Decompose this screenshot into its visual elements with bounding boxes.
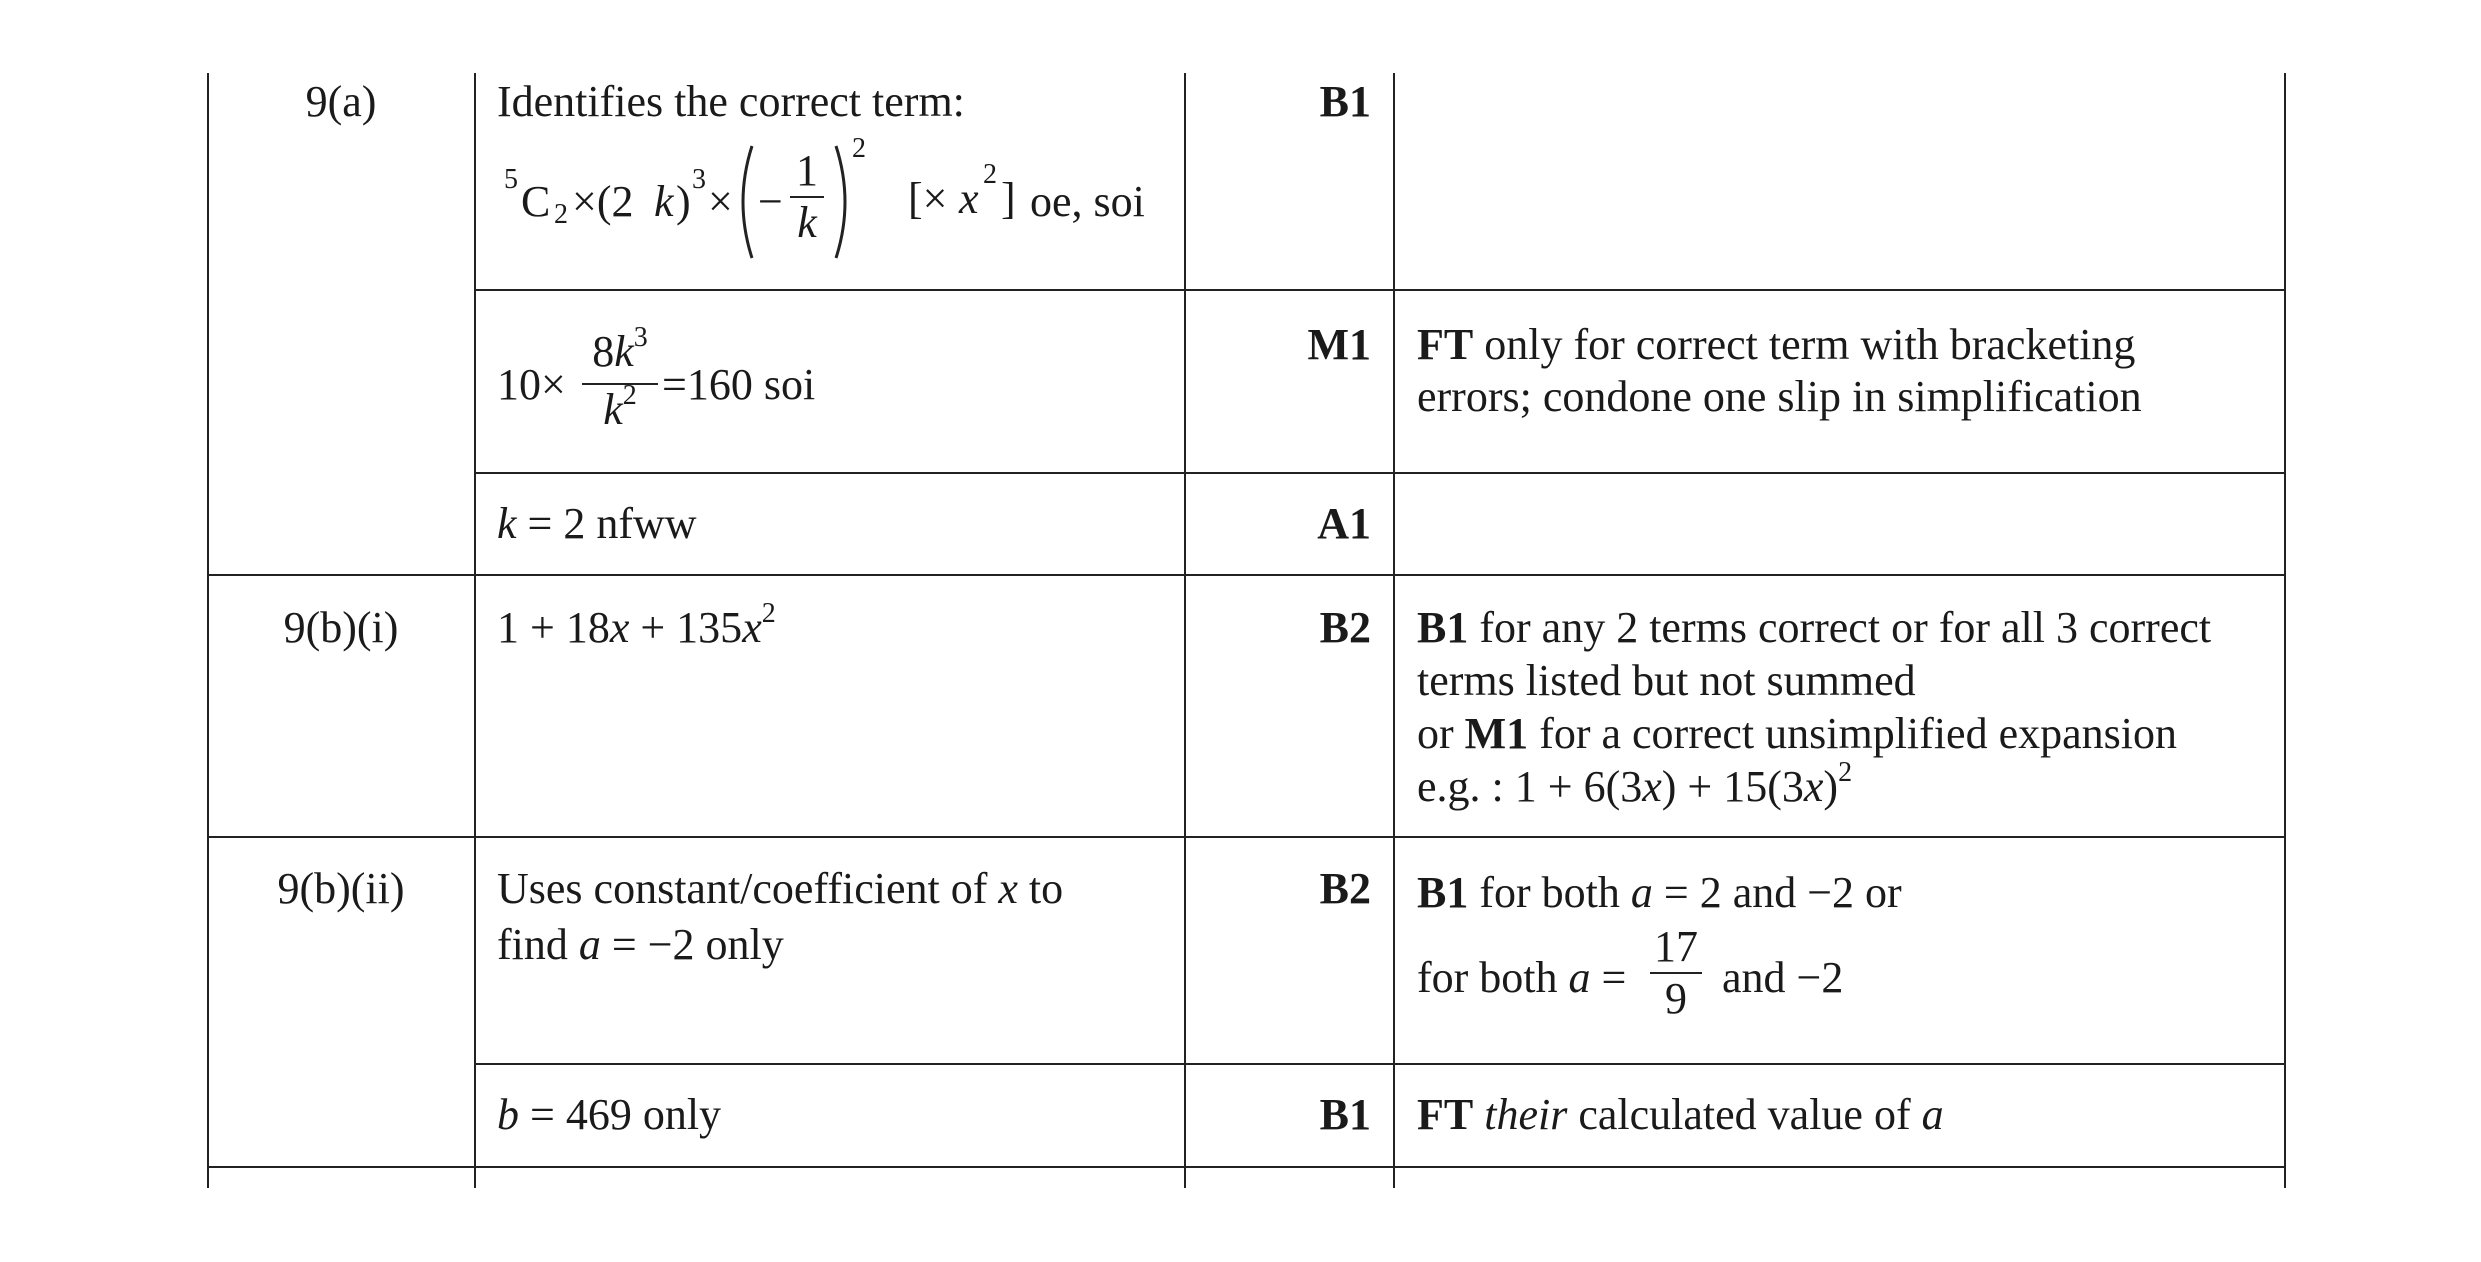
formula-variable: x bbox=[959, 174, 979, 223]
question-number: 9(b)(i) bbox=[283, 603, 399, 652]
formula-text: ) bbox=[676, 177, 691, 226]
mark-value: B1 bbox=[1319, 77, 1371, 126]
formula-text: 10× bbox=[497, 360, 566, 409]
column-divider-question bbox=[474, 73, 476, 1188]
fraction-numerator: 17 bbox=[1654, 922, 1698, 971]
formula-text: [× bbox=[908, 174, 948, 223]
formula-text: =160 soi bbox=[662, 360, 816, 409]
guidance-text: or M1 for a correct unsimplified expansion bbox=[1417, 709, 2177, 758]
row-divider bbox=[207, 1166, 2286, 1168]
formula-text: C bbox=[521, 177, 551, 226]
row-divider bbox=[474, 289, 2286, 291]
mark-value: M1 bbox=[1307, 320, 1371, 369]
guidance-text: for both a = bbox=[1417, 953, 1627, 1002]
formula-fraction bbox=[580, 322, 660, 441]
answer-text: b = 469 only bbox=[497, 1090, 722, 1139]
row-divider bbox=[474, 1063, 2286, 1065]
formula-text: × bbox=[708, 177, 733, 226]
answer-text: $1 + 18x + 135x^2$ bbox=[497, 598, 776, 652]
answer-text: Identifies the correct term: bbox=[497, 77, 965, 126]
fraction-numerator: 1 bbox=[796, 146, 818, 195]
guidance-text: FT only for correct term with bracketing bbox=[1417, 320, 2136, 369]
mark-value: B1 bbox=[1319, 1090, 1371, 1139]
guidance-text: e.g. : $1 + 6(3x) + 15(3x)^2$ bbox=[1417, 757, 1853, 811]
question-number: 9(a) bbox=[305, 77, 377, 126]
formula-fraction bbox=[787, 146, 827, 248]
fraction-denominator: 9 bbox=[1665, 974, 1687, 1023]
formula-superscript: 3 bbox=[692, 164, 706, 195]
row-divider bbox=[207, 836, 2286, 838]
guidance-text: and −2 bbox=[1722, 953, 1844, 1002]
table-border-right bbox=[2284, 73, 2286, 1188]
formula-parenthesis bbox=[732, 142, 756, 262]
guidance-text: errors; condone one slip in simplification bbox=[1417, 372, 2142, 421]
guidance-text: B1 for any 2 terms correct or for all 3 correct bbox=[1417, 603, 2212, 652]
mark-value: A1 bbox=[1317, 499, 1371, 548]
mark-value: B2 bbox=[1319, 603, 1371, 652]
formula-superscript: 2 bbox=[983, 159, 997, 190]
row-divider bbox=[474, 472, 2286, 474]
formula-text: ×(2 bbox=[572, 177, 634, 226]
formula-text: ] bbox=[1001, 174, 1016, 223]
answer-text: Uses constant/coefficient of x to bbox=[497, 864, 1064, 913]
guidance-text: FT their calculated value of a bbox=[1417, 1090, 1944, 1139]
formula-variable: k bbox=[654, 177, 674, 226]
mark-value: B2 bbox=[1319, 864, 1371, 913]
formula-text: oe, soi bbox=[1030, 177, 1145, 226]
formula-superscript: 2 bbox=[852, 133, 866, 164]
column-divider-marks bbox=[1393, 73, 1395, 1188]
question-number: 9(b)(ii) bbox=[277, 864, 405, 913]
guidance-text: terms listed but not summed bbox=[1417, 656, 1916, 705]
fraction-denominator: k bbox=[797, 198, 817, 247]
guidance-fraction bbox=[1648, 922, 1704, 1024]
answer-text: k = 2 nfww bbox=[497, 499, 697, 548]
formula-subscript: 2 bbox=[554, 199, 568, 230]
row-divider bbox=[207, 574, 2286, 576]
fraction-numerator: $8k^3$ bbox=[592, 322, 648, 376]
formula-minus: − bbox=[758, 177, 783, 226]
answer-text: find a = −2 only bbox=[497, 920, 784, 969]
fraction-denominator: $k^2$ bbox=[603, 380, 637, 434]
formula-superscript: 5 bbox=[504, 164, 518, 195]
guidance-text: B1 for both a = 2 and −2 or bbox=[1417, 868, 1902, 917]
